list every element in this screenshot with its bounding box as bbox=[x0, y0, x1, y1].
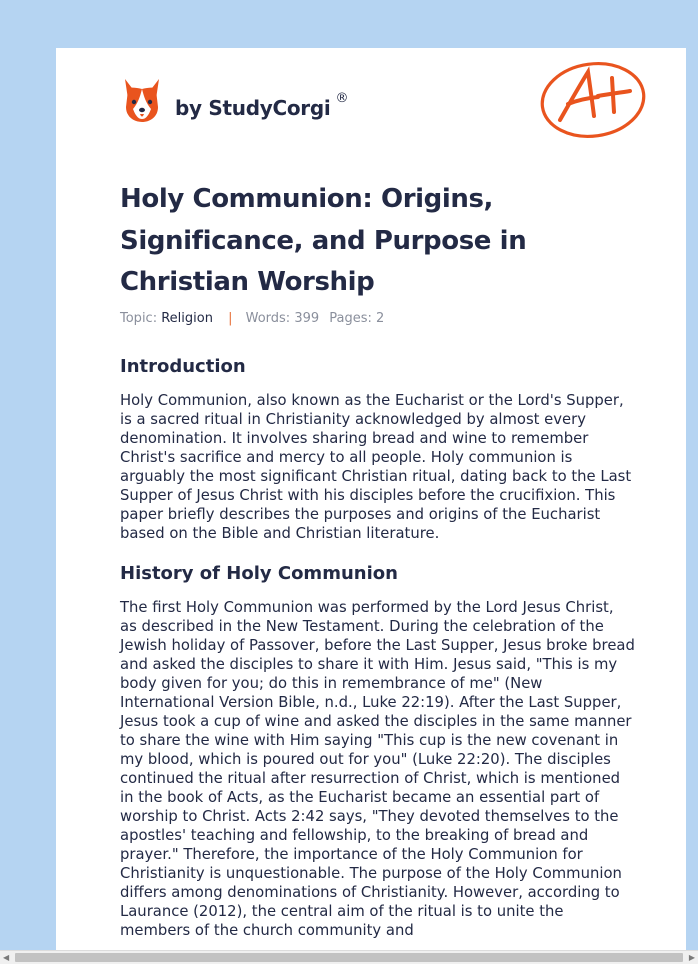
scrollbar-thumb[interactable] bbox=[15, 953, 683, 962]
document-meta bbox=[120, 311, 384, 326]
scroll-left-icon[interactable]: ◀ bbox=[3, 953, 10, 962]
scroll-right-icon[interactable]: ▶ bbox=[688, 953, 695, 962]
a-plus-grade-icon bbox=[538, 58, 650, 140]
brand-name: by StudyCorgi bbox=[175, 96, 331, 120]
meta-separator: | bbox=[228, 311, 233, 326]
section-body-introduction: Holy Communion, also known as the Eucharist or the Lord's Supper, is a sacred ritual in Christianity acknowledged by almost every denomination. It involves sharing bread and wine to remember Christ's sacrifice and mercy to all people. Holy communion is arguably the most significant Christian ritual, dating back to the Last Supper of Jesus Christ with his disciples before the crucifixion. This paper briefly describes the purposes and origins of the Eucharist based on the Bible and Christian literature. bbox=[120, 392, 632, 542]
page-count: Pages: 2 bbox=[329, 311, 385, 326]
brand-header[interactable] bbox=[122, 76, 348, 124]
section-heading-introduction: Introduction bbox=[120, 356, 246, 377]
section-heading-history: History of Holy Communion bbox=[120, 563, 398, 584]
page-title: Holy Communion: Origins, Significance, and Purpose in Christian Worship bbox=[120, 184, 527, 297]
registered-mark: ® bbox=[335, 90, 349, 106]
topic-label: Topic: bbox=[120, 311, 158, 326]
topic-link[interactable]: Religion bbox=[161, 311, 213, 326]
horizontal-scrollbar[interactable] bbox=[0, 950, 698, 964]
section-body-history: The first Holy Communion was performed by the Lord Jesus Christ, as described in the New Testament. During the celebration of the Jewish holiday of Passover, before the Last Supper, Jesus broke bread and asked the disciples to share it with Him. Jesus said, "This is my body given for you; do this in remembrance of me" (New International Version Bible, n.d., Luke 22:19). After the Last Supper, Jesus took a cup of wine and asked the disciples in the same manner to share the wine with Him saying "This cup is the new covenant in my blood, which is poured out for you" (Luke 22:20). The disciples continued the ritual after resurrection of Christ, which is mentioned in the book of Acts, as the Eucharist became an essential part of worship to Christ. Acts 2:42 says, "They devoted themselves to the apostles' teaching and fellowship, to the breaking of bread and prayer." Therefore, the importance of the Holy Communion for Christianity is unquestionable. The purpose of the Holy Communion differs among denominations of Christianity. However, according to Laurance (2012), the central aim of the ritual is to unite the members of the church community and bbox=[120, 599, 635, 939]
document-page bbox=[56, 48, 686, 950]
corgi-head-icon bbox=[122, 77, 162, 123]
word-count: Words: 399 bbox=[245, 311, 320, 326]
